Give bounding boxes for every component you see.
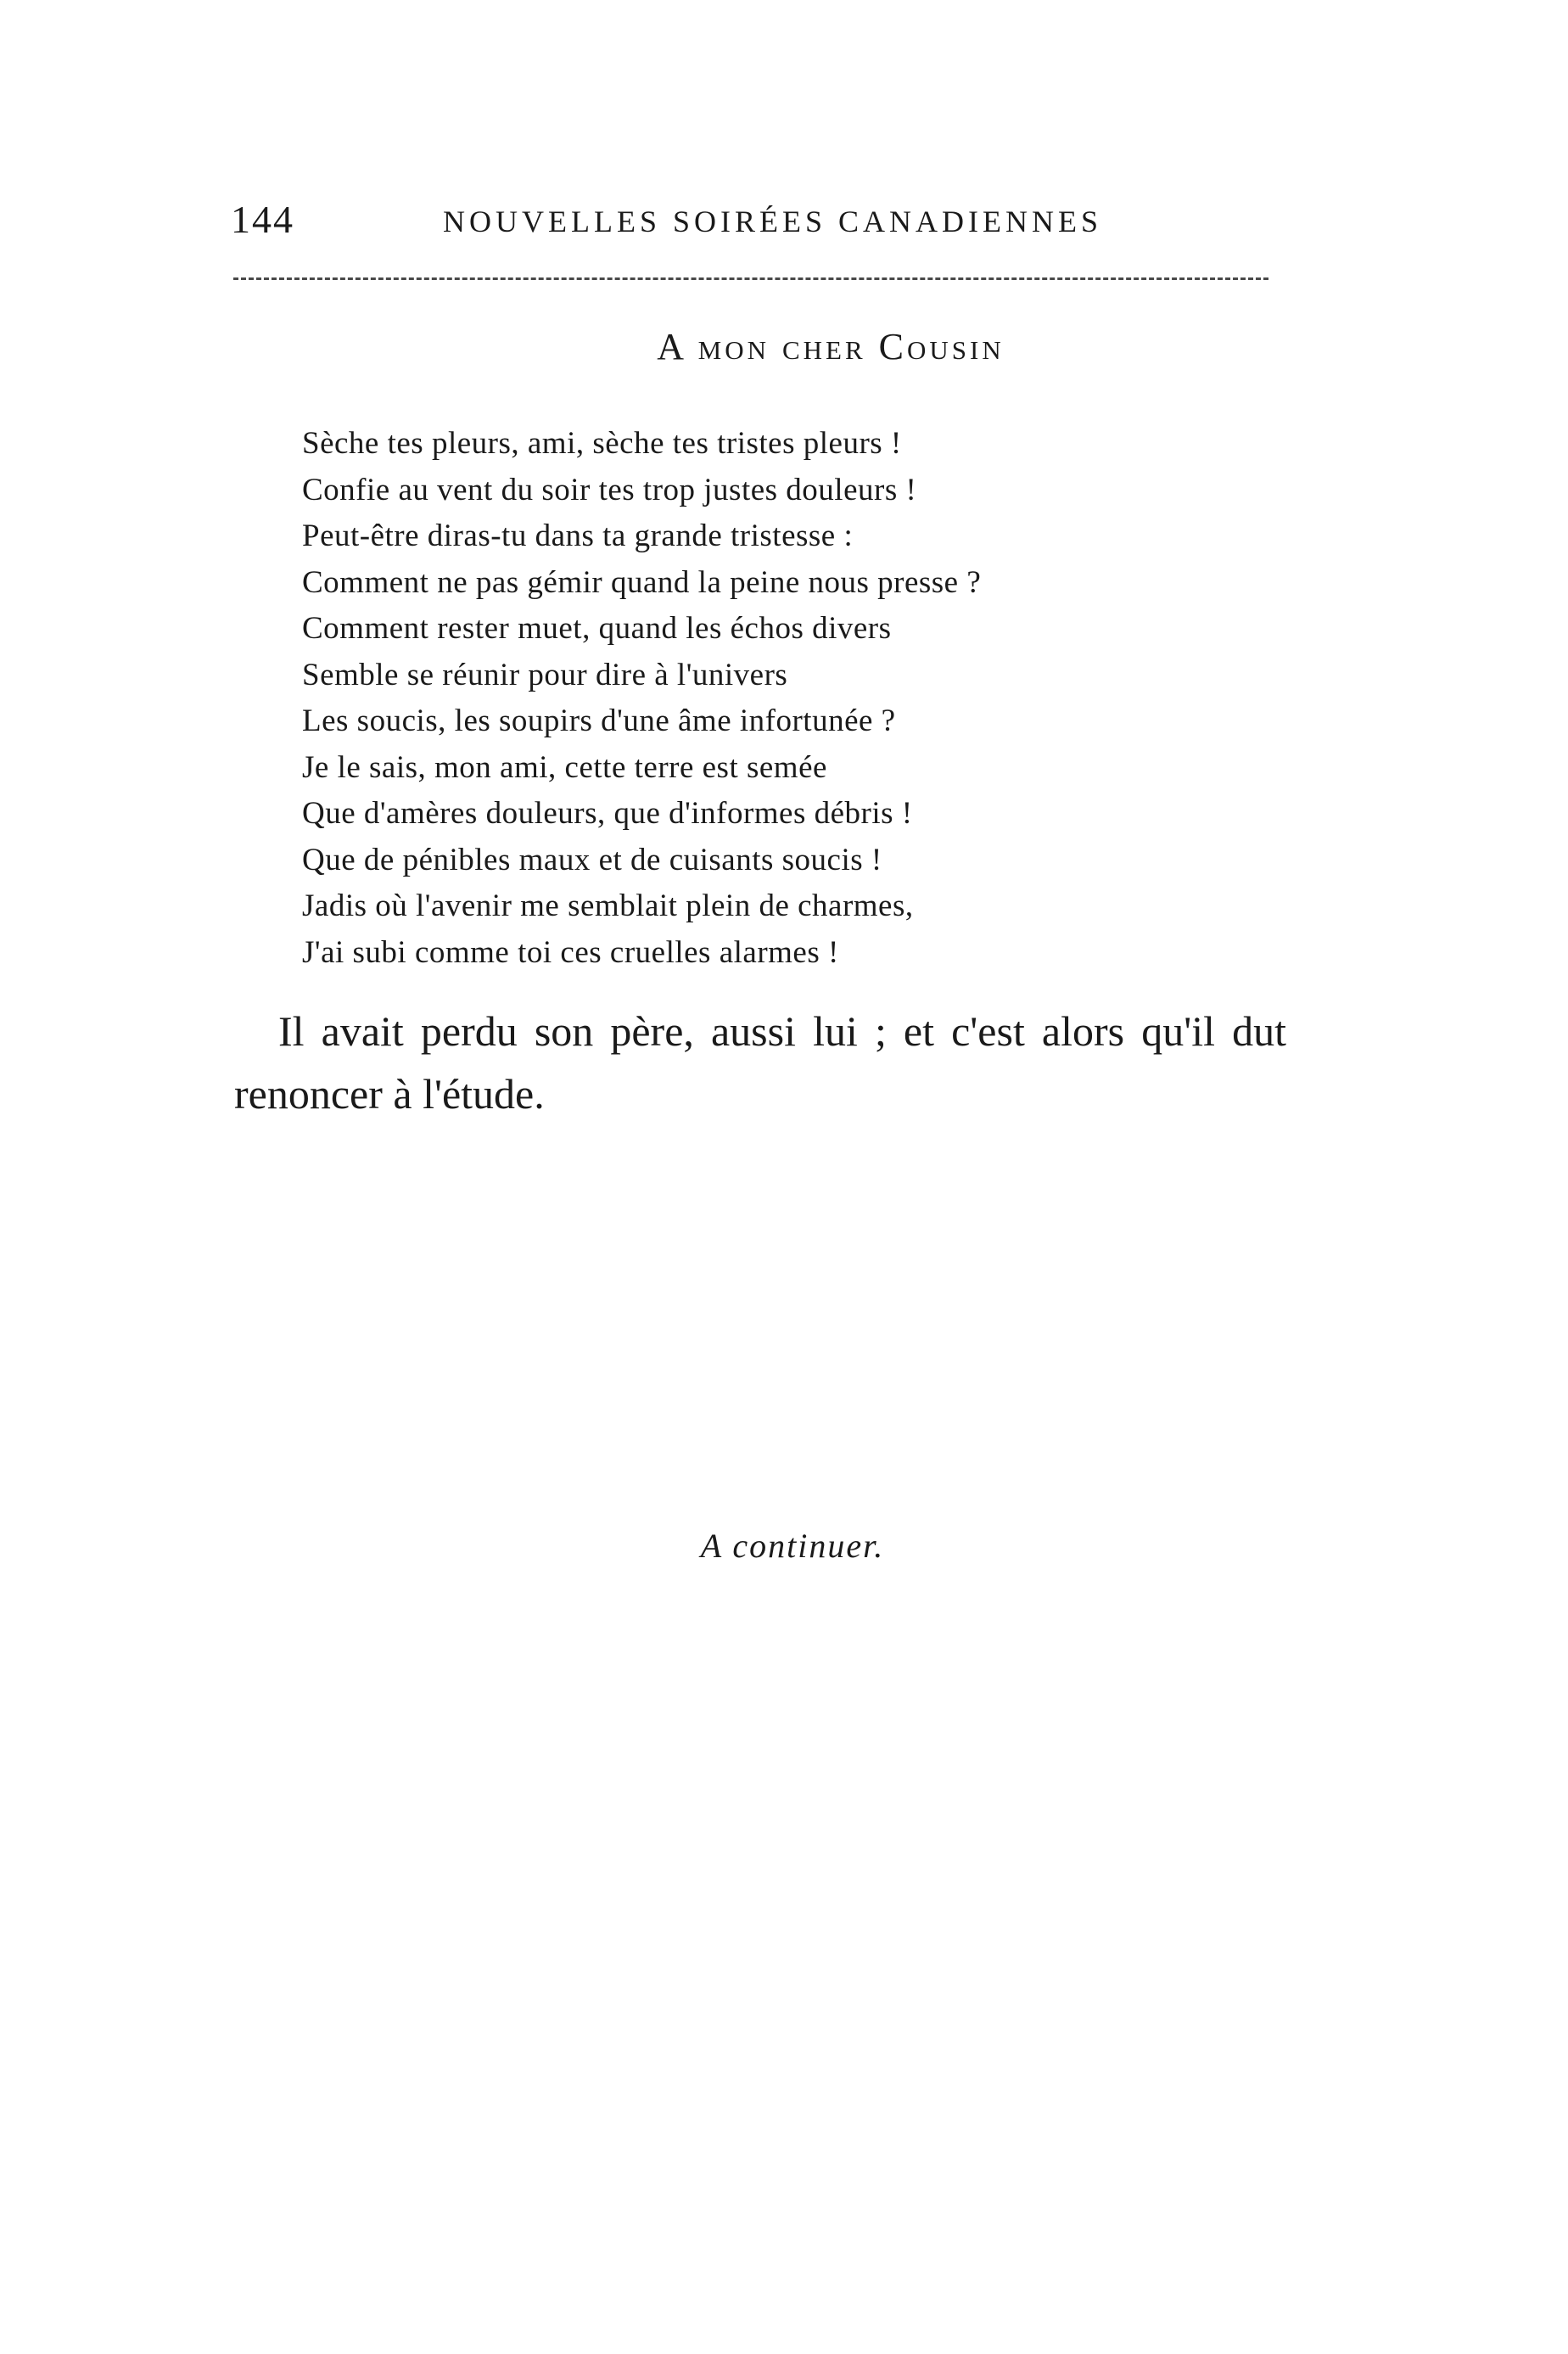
poem-line: Que d'amères douleurs, que d'informes débris ! [302, 796, 913, 831]
poem-line: Semble se réunir pour dire à l'univers [302, 657, 788, 692]
continuation-note: A continuer. [700, 1527, 885, 1565]
poem-line: Je le sais, mon ami, cette terre est semée [302, 749, 827, 785]
poem-line: Confie au vent du soir tes trop justes douleurs ! [302, 472, 917, 507]
poem-line: Sèche tes pleurs, ami, sèche tes tristes pleurs ! [302, 426, 902, 461]
page-number: 144 [231, 198, 294, 241]
poem-line: Comment rester muet, quand les échos divers [302, 611, 892, 646]
poem-line: Jadis où l'avenir me semblait plein de charmes, [302, 888, 914, 923]
poem-line: J'ai subi comme toi ces cruelles alarmes ! [302, 934, 839, 970]
poem-body [302, 421, 1193, 976]
poem-line: Que de pénibles maux et de cuisants soucis ! [302, 842, 882, 877]
prose-paragraph: Il avait perdu son père, aussi lui ; et c'est alors qu'il dut renoncer à l'étude. [234, 1007, 1286, 1118]
running-title: NOUVELLES SOIRÉES CANADIENNES [443, 205, 1102, 238]
poem-line: Peut-être diras-tu dans ta grande tristesse : [302, 518, 854, 553]
poem-line: Les soucis, les soupirs d'une âme infortunée ? [302, 703, 896, 738]
header-rule [233, 277, 1268, 280]
poem-line: Comment ne pas gémir quand la peine nous presse ? [302, 564, 982, 600]
running-head [231, 197, 1270, 248]
poem-title: A mon cher Cousin [657, 326, 1005, 367]
